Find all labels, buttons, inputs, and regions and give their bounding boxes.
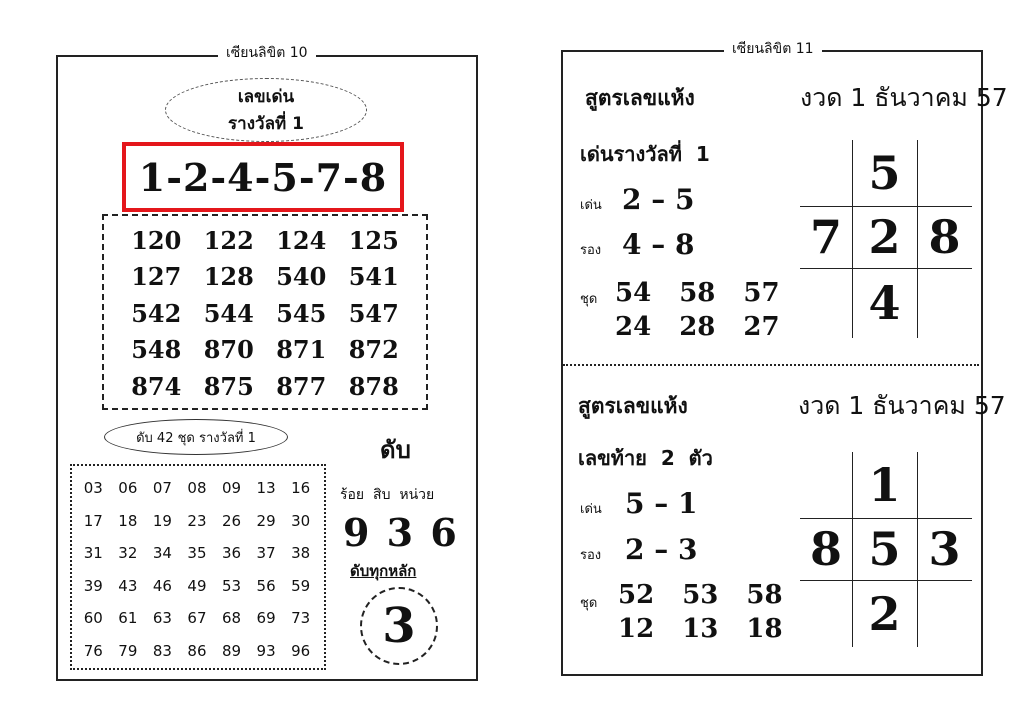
triples-row <box>120 368 410 405</box>
position-labels: ร้อย สิบ หน่วย <box>340 487 435 503</box>
bottom-cross-right: 3 <box>928 522 961 576</box>
dub-number: 83 <box>152 641 172 660</box>
triple-number: 874 <box>131 371 182 401</box>
bottom-chut-label: ชุด <box>580 596 598 611</box>
triple-number: 125 <box>348 225 399 255</box>
triple-number: 545 <box>276 298 327 328</box>
dub-number: 36 <box>221 544 242 563</box>
triples-row <box>120 259 410 296</box>
dub-label: ดับ 42 ชุด รางวัลที่ 1 <box>136 430 256 446</box>
bottom-chut-r1-3: 58 <box>746 580 783 610</box>
dub-number: 08 <box>187 479 207 498</box>
triple-number: 128 <box>203 262 254 292</box>
bottom-cross-bottom: 2 <box>868 586 901 641</box>
dub-number: 13 <box>256 479 276 498</box>
dub-number: 35 <box>187 544 207 563</box>
dub-number: 23 <box>187 511 207 530</box>
top-chut-r2-2: 28 <box>679 312 716 342</box>
bottom-cross-top: 1 <box>868 458 901 512</box>
triple-number: 120 <box>131 225 182 255</box>
triple-number: 544 <box>203 298 254 328</box>
dub-number: 49 <box>187 576 207 595</box>
dub-number: 86 <box>187 641 207 660</box>
triples-row <box>120 295 410 332</box>
top-rong-label: รอง <box>580 243 602 258</box>
triple-number: 870 <box>203 335 254 365</box>
dub-number: 26 <box>221 511 242 530</box>
triple-number: 877 <box>276 371 327 401</box>
dub-row <box>76 602 318 635</box>
dub-row <box>76 537 318 570</box>
dub-number: 96 <box>291 641 311 660</box>
dub-number: 03 <box>83 479 103 498</box>
dub-number: 09 <box>221 479 242 498</box>
top-chut-r1-1: 54 <box>615 278 652 308</box>
top-draw-date: งวด 1 ธันวาคม 57 <box>800 83 1008 112</box>
bottom-cross-grid <box>800 452 972 647</box>
top-chut-rows <box>615 278 780 342</box>
top-title: สูตรเลขแห้ง <box>585 86 695 110</box>
bottom-chut-r2-2: 13 <box>682 614 719 644</box>
bottom-cross-center: 5 <box>868 522 901 576</box>
bottom-chut-r2-1: 12 <box>618 614 655 644</box>
left-page-label: เซียนลิขิต 10 <box>218 42 316 64</box>
dub-number: 69 <box>256 609 276 628</box>
triple-number: 547 <box>348 298 399 328</box>
top-subtitle: เด่นรางวัลที่ 1 <box>580 142 710 166</box>
top-cross-right: 8 <box>928 210 961 264</box>
triple-number: 122 <box>203 225 254 255</box>
dub-numbers-grid <box>76 472 318 667</box>
top-rong-value: 4 – 8 <box>622 228 695 261</box>
dub-number: 18 <box>118 511 138 530</box>
triples-row <box>120 332 410 369</box>
dub-number: 16 <box>291 479 311 498</box>
dub-number: 46 <box>152 576 172 595</box>
bottom-chut-r2-3: 18 <box>746 614 783 644</box>
dub-number: 37 <box>256 544 276 563</box>
dub-number: 53 <box>221 576 242 595</box>
triple-number: 871 <box>276 335 327 365</box>
triples-grid <box>120 222 410 405</box>
dub-number: 56 <box>256 576 276 595</box>
bottom-rong-value: 2 – 3 <box>625 533 698 566</box>
right-page-label: เซียนลิขิต 11 <box>724 38 822 60</box>
triples-row <box>120 222 410 259</box>
bottom-rong-label: รอง <box>580 548 602 563</box>
top-chut-label: ชุด <box>580 292 598 307</box>
triple-number: 878 <box>348 371 399 401</box>
main-digits-highlight <box>122 142 404 212</box>
dub-all-label: ดับทุกหลัก <box>350 562 417 580</box>
dub-title: ดับ <box>380 436 411 464</box>
dub-row <box>76 472 318 505</box>
triple-number: 127 <box>131 262 182 292</box>
triple-number: 124 <box>276 225 327 255</box>
dub-number: 32 <box>118 544 138 563</box>
dub-number: 31 <box>83 544 103 563</box>
dub-number: 89 <box>221 641 242 660</box>
badge-line2: รางวัลที่ 1 <box>228 114 304 134</box>
triple-number: 875 <box>203 371 254 401</box>
dub-number: 39 <box>83 576 103 595</box>
bottom-draw-date: งวด 1 ธันวาคม 57 <box>798 391 1006 420</box>
left-badge <box>165 78 367 142</box>
dub-number: 93 <box>256 641 276 660</box>
top-cross-center: 2 <box>868 210 901 264</box>
bottom-chut-r1-2: 53 <box>682 580 719 610</box>
top-chut-r2-1: 24 <box>615 312 652 342</box>
top-chut-r1-3: 57 <box>743 278 780 308</box>
top-cross-grid <box>800 140 972 338</box>
top-cross-top: 5 <box>868 146 901 200</box>
triples-table <box>120 222 410 405</box>
dub-number: 30 <box>291 511 311 530</box>
dub-number: 06 <box>118 479 138 498</box>
triple-number: 872 <box>348 335 399 365</box>
dub-number: 29 <box>256 511 276 530</box>
dub-number: 34 <box>152 544 172 563</box>
bottom-den-label: เด่น <box>580 502 602 517</box>
bottom-chut-r1-1: 52 <box>618 580 655 610</box>
dub-number: 38 <box>291 544 311 563</box>
section-divider <box>563 364 979 366</box>
bottom-chut-rows <box>618 580 783 644</box>
triple-number: 542 <box>131 298 182 328</box>
dub-number: 61 <box>118 609 138 628</box>
dub-number: 43 <box>118 576 138 595</box>
dub-number: 59 <box>291 576 311 595</box>
dub-row <box>76 635 318 668</box>
bottom-den-value: 5 – 1 <box>625 487 698 520</box>
triple-number: 540 <box>276 262 327 292</box>
top-cross-bottom: 4 <box>868 276 901 330</box>
dub-number: 79 <box>118 641 138 660</box>
top-chut-r2-3: 27 <box>743 312 780 342</box>
dub-number: 63 <box>152 609 172 628</box>
bottom-cross-left: 8 <box>809 522 842 576</box>
dub-number: 76 <box>83 641 103 660</box>
dub-all-circle <box>360 587 438 665</box>
dub-number: 60 <box>83 609 103 628</box>
dub-number: 07 <box>152 479 172 498</box>
dub-number: 68 <box>221 609 242 628</box>
bottom-subtitle: เลขท้าย 2 ตัว <box>578 446 713 470</box>
dub-number: 19 <box>152 511 172 530</box>
top-den-value: 2 – 5 <box>622 183 695 216</box>
dub-number: 17 <box>83 511 103 530</box>
bottom-title: สูตรเลขแห้ง <box>578 394 688 418</box>
dub-number: 67 <box>187 609 207 628</box>
top-cross-left: 7 <box>809 210 842 264</box>
top-den-label: เด่น <box>580 198 602 213</box>
dub-row <box>76 570 318 603</box>
dub-number: 73 <box>291 609 311 628</box>
dub-numbers-table <box>76 472 318 667</box>
triple-number: 548 <box>131 335 182 365</box>
main-digits: 1-2-4-5-7-8 <box>138 154 388 200</box>
badge-line1: เลขเด่น <box>237 87 295 107</box>
dub-digits: 9 3 6 <box>343 510 459 555</box>
dub-label-oval <box>104 419 288 455</box>
triple-number: 541 <box>348 262 399 292</box>
dub-all-digit: 3 <box>382 598 416 654</box>
dub-row <box>76 505 318 538</box>
top-chut-r1-2: 58 <box>679 278 716 308</box>
